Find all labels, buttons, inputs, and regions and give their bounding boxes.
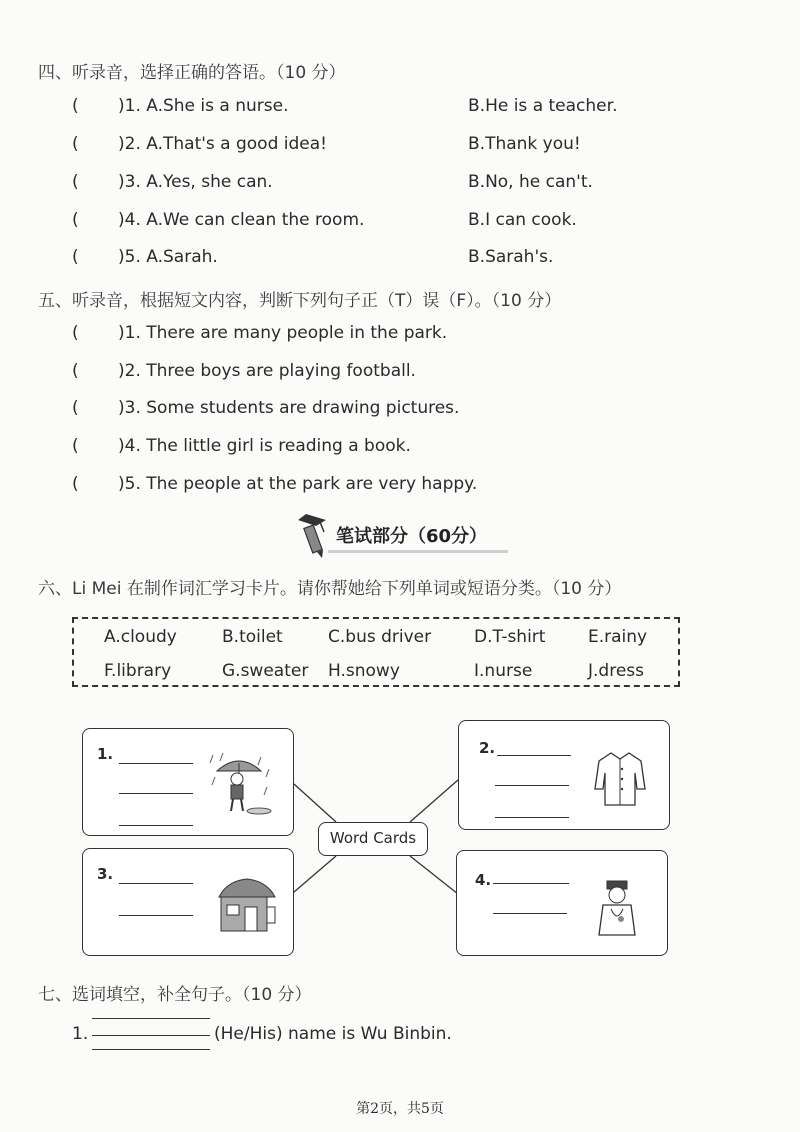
vocab-card-4 (456, 850, 668, 956)
store-icon (217, 877, 277, 933)
fill-blank-line[interactable] (92, 1035, 210, 1036)
answer-blank[interactable] (119, 915, 193, 916)
answer-paren: ( (72, 96, 79, 116)
answer-paren: ( (72, 172, 79, 192)
word-option: I.nurse (474, 661, 533, 681)
answer-blank[interactable] (119, 825, 193, 826)
section-4-title: 四、听录音，选择正确的答语。（10 分） (38, 63, 346, 83)
card-number: 1. (97, 745, 114, 763)
answer-blank[interactable] (119, 883, 193, 884)
question-option-a: )2. A.That's a good idea! (118, 134, 327, 154)
card-number: 3. (97, 865, 114, 883)
word-cards-center: Word Cards (318, 822, 428, 856)
question-option-a: )1. A.She is a nurse. (118, 96, 289, 116)
word-option: H.snowy (328, 661, 400, 681)
answer-paren: ( (72, 436, 79, 456)
section-5-title: 五、听录音，根据短文内容，判断下列句子正（T）误（F）。（10 分） (38, 291, 562, 311)
statement: )3. Some students are drawing pictures. (118, 398, 460, 418)
statement: )4. The little girl is reading a book. (118, 436, 411, 456)
section-6-title: 六、Li Mei 在制作词汇学习卡片。请你帮她给下列单词或短语分类。（10 分） (38, 579, 622, 599)
answer-blank[interactable] (493, 883, 569, 884)
answer-paren: ( (72, 323, 79, 343)
fill-sentence: (He/His) name is Wu Binbin. (214, 1024, 452, 1044)
answer-blank[interactable] (495, 817, 569, 818)
fill-blank-line[interactable] (92, 1018, 210, 1019)
fill-blank-line[interactable] (92, 1049, 210, 1050)
question-option-a: )5. A.Sarah. (118, 247, 218, 267)
question-number: 1. (72, 1024, 89, 1044)
question-option-b: B.Sarah's. (468, 247, 554, 267)
word-option: E.rainy (588, 627, 648, 647)
answer-blank[interactable] (493, 913, 567, 914)
vocab-card-1 (82, 728, 294, 836)
question-option-a: )3. A.Yes, she can. (118, 172, 273, 192)
section-7-title: 七、选词填空，补全句子。（10 分） (38, 985, 312, 1005)
card-number: 4. (475, 871, 492, 889)
card-number: 2. (479, 739, 496, 757)
answer-paren: ( (72, 210, 79, 230)
question-option-b: B.Thank you! (468, 134, 581, 154)
nurse-icon (597, 879, 637, 943)
word-option: G.sweater (222, 661, 309, 681)
rainy-boy-icon (209, 751, 275, 817)
answer-blank[interactable] (119, 793, 193, 794)
question-option-a: )4. A.We can clean the room. (118, 210, 365, 230)
shirt-icon (593, 749, 647, 809)
question-option-b: B.I can cook. (468, 210, 577, 230)
word-option: D.T-shirt (474, 627, 546, 647)
vocab-card-2 (458, 720, 670, 830)
written-part-label: 笔试部分（60分） (336, 526, 488, 547)
answer-paren: ( (72, 474, 79, 494)
vocab-card-3 (82, 848, 294, 956)
question-option-b: B.No, he can't. (468, 172, 593, 192)
statement: )5. The people at the park are very happy. (118, 474, 478, 494)
statement: )1. There are many people in the park. (118, 323, 448, 343)
word-option: B.toilet (222, 627, 283, 647)
answer-paren: ( (72, 361, 79, 381)
answer-paren: ( (72, 134, 79, 154)
word-option: F.library (104, 661, 172, 681)
word-option: A.cloudy (104, 627, 177, 647)
page-number: 第2页，共5页 (356, 1101, 444, 1117)
question-option-b: B.He is a teacher. (468, 96, 618, 116)
word-option: C.bus driver (328, 627, 432, 647)
statement: )2. Three boys are playing football. (118, 361, 416, 381)
answer-paren: ( (72, 247, 79, 267)
word-option: J.dress (588, 661, 644, 681)
answer-blank[interactable] (497, 755, 571, 756)
answer-blank[interactable] (119, 763, 193, 764)
answer-paren: ( (72, 398, 79, 418)
answer-blank[interactable] (495, 785, 569, 786)
